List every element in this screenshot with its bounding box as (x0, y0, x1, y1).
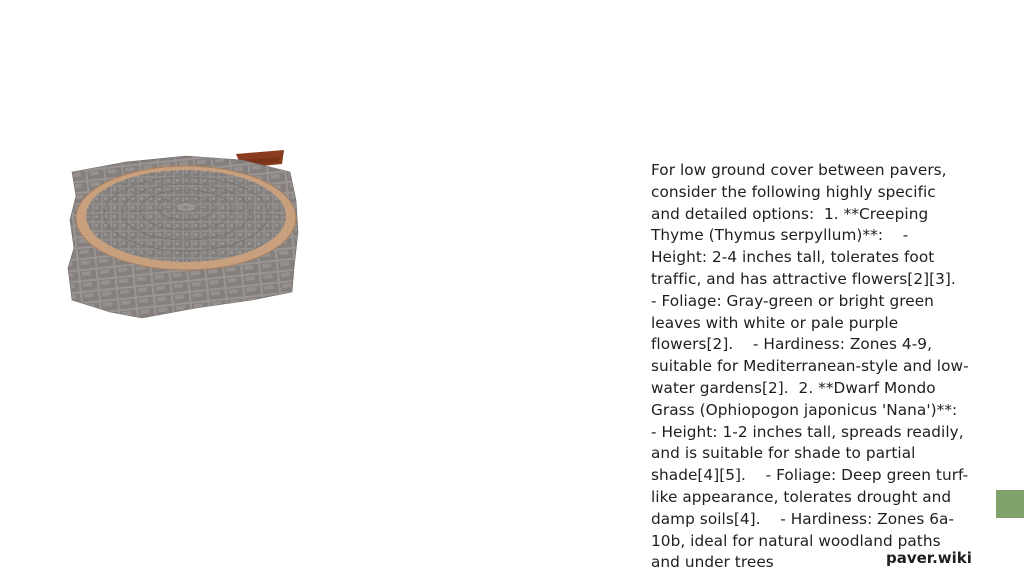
article-text: For low ground cover between pavers, consider the following highly specific and detailed options: 1. **Creeping Thyme (Thymus serpyllum)**: - Height: 2-4 inches tall, tolerates foot traffic, and has attractive flowers[2][3]. - Foliage: Gray-green or bright green leaves with white or pale purple flowers[2]. - Hardiness: Zones 4-9, suitable for Mediterranean-style and low-water gardens[2]. 2. **Dwarf Mondo Grass (Ophiopogon japonicus 'Nana')**: - Height: 1-2 inches tall, spreads readily, and is suitable for shade to partial shade[4][5]. - Foliage: Deep green turf-like appearance, tolerates drought and damp soils[4]. - Hardiness: Zones 6a-10b, ideal for natural woodland paths and under trees (651, 161, 977, 572)
paver-patio-image (66, 150, 300, 320)
accent-color-block (996, 490, 1024, 518)
site-badge[interactable]: paver.wiki (886, 549, 972, 567)
